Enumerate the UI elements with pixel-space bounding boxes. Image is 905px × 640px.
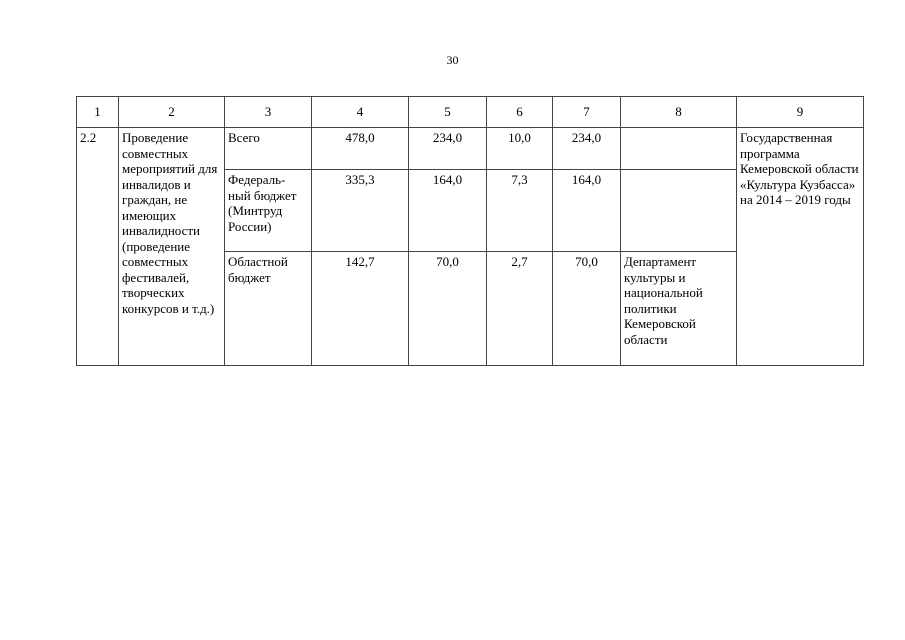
year2-value: 10,0 <box>487 128 553 170</box>
header-cell-2: 2 <box>119 97 225 128</box>
header-cell-6: 6 <box>487 97 553 128</box>
executor <box>621 170 737 252</box>
table-row <box>77 128 864 170</box>
year2-value: 2,7 <box>487 252 553 366</box>
year3-value: 164,0 <box>553 170 621 252</box>
year3-value: 70,0 <box>553 252 621 366</box>
funding-source: Всего <box>225 128 312 170</box>
page-number: 30 <box>446 53 459 67</box>
total-value: 478,0 <box>312 128 409 170</box>
year3-value: 234,0 <box>553 128 621 170</box>
header-cell-4: 4 <box>312 97 409 128</box>
executor <box>621 128 737 170</box>
year1-value: 234,0 <box>409 128 487 170</box>
year2-value: 7,3 <box>487 170 553 252</box>
year1-value: 164,0 <box>409 170 487 252</box>
funding-source: Областной бюджет <box>225 252 312 366</box>
year1-value: 70,0 <box>409 252 487 366</box>
measure-description: Проведение совместных мероприятий для инвалидов и граждан, не имеющих инвалидности (проведение совместных фестивалей, творческих конкурсов и т.д.) <box>119 128 225 366</box>
program-table <box>76 96 864 366</box>
header-cell-9: 9 <box>737 97 864 128</box>
header-cell-5: 5 <box>409 97 487 128</box>
header-row <box>77 97 864 128</box>
row-index: 2.2 <box>77 128 119 366</box>
header-cell-1: 1 <box>77 97 119 128</box>
total-value: 142,7 <box>312 252 409 366</box>
funding-source: Федераль-ный бюджет (Минтруд России) <box>225 170 312 252</box>
total-value: 335,3 <box>312 170 409 252</box>
header-cell-7: 7 <box>553 97 621 128</box>
program-name: Государственная программа Кемеровской области «Культура Кузбасса» на 2014 – 2019 годы <box>737 128 864 366</box>
header-cell-8: 8 <box>621 97 737 128</box>
header-cell-3: 3 <box>225 97 312 128</box>
executor: Департамент культуры и национальной политики Кемеровской области <box>621 252 737 366</box>
